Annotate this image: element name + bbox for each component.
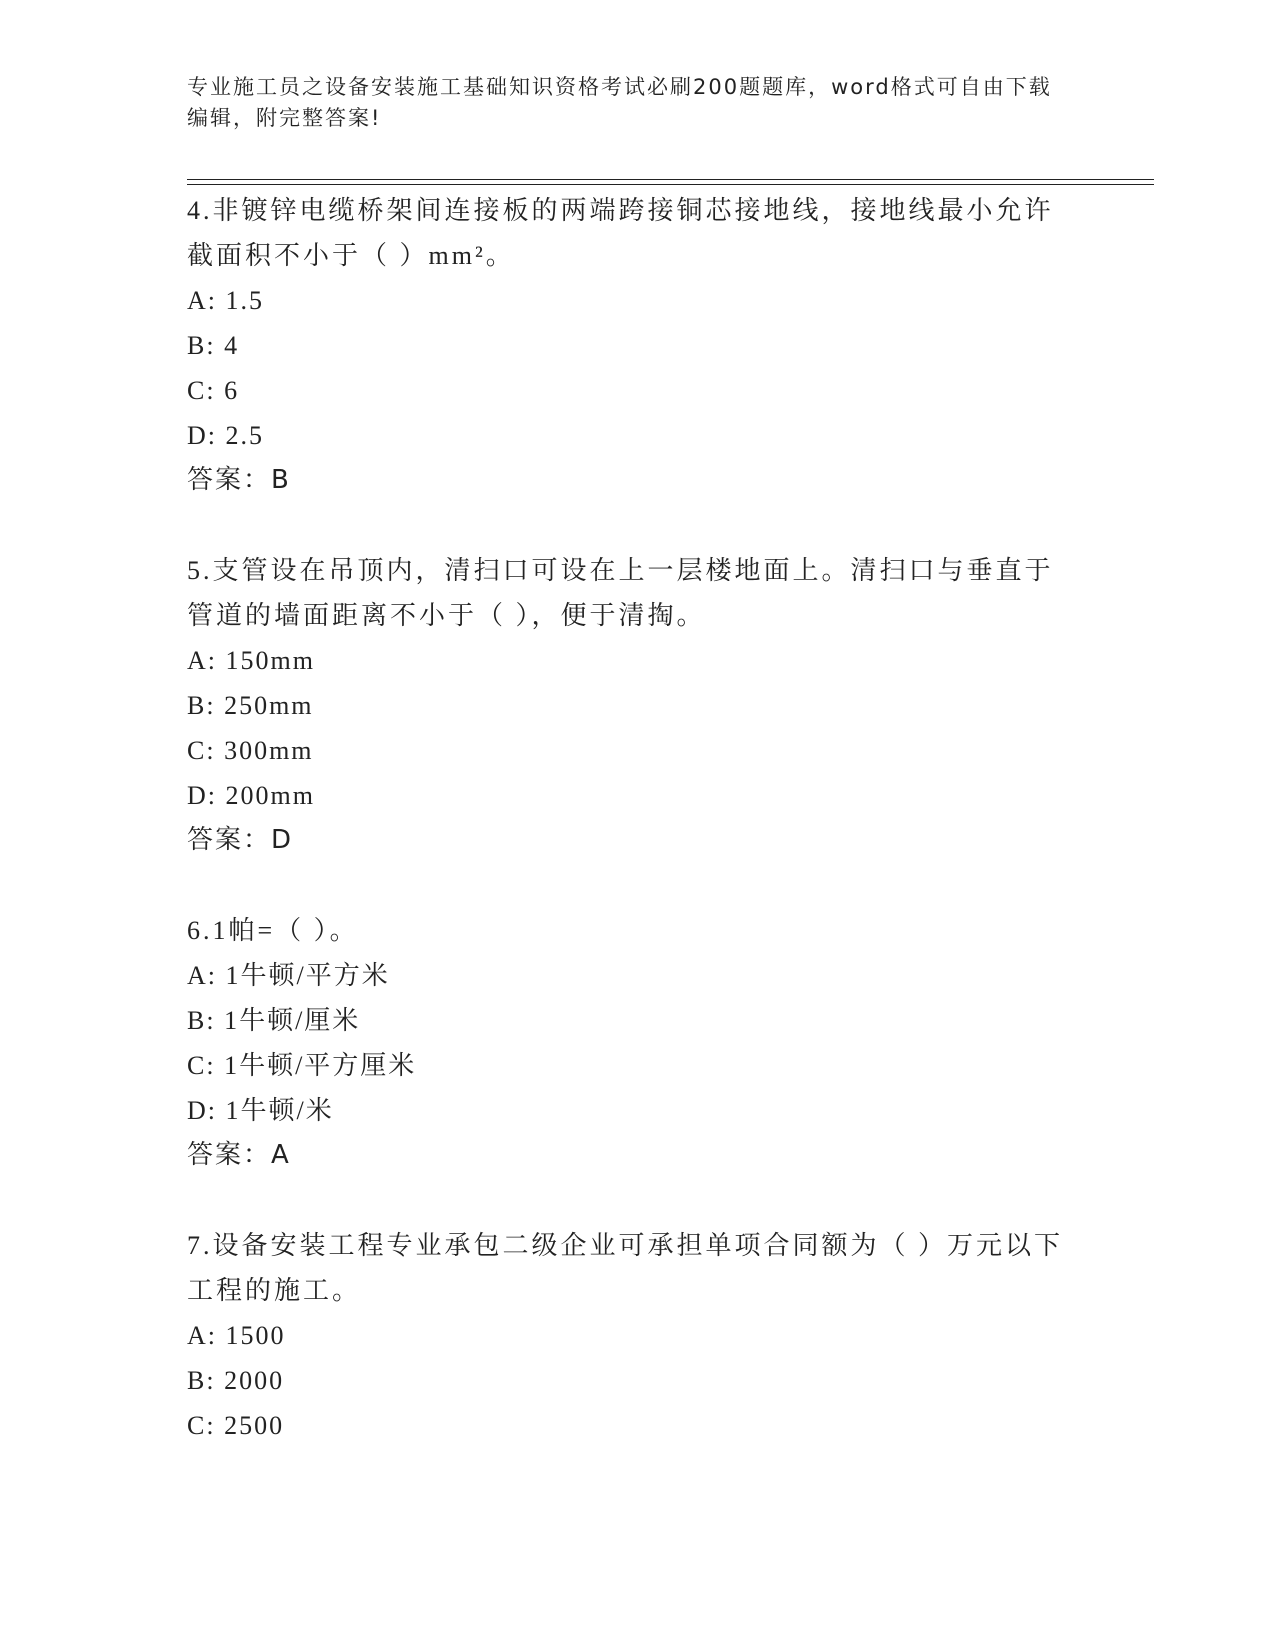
option-d: D: 200mm (187, 781, 315, 810)
question-5 (187, 548, 1067, 863)
option-b: B: 250mm (187, 691, 314, 720)
option-a: A: 1500 (187, 1321, 286, 1350)
option-a: A: 1牛顿/平方米 (187, 961, 390, 990)
option-c: C: 1牛顿/平方厘米 (187, 1051, 417, 1080)
option-b: B: 4 (187, 331, 240, 360)
answer-label: 答案：D (187, 825, 294, 855)
question-stem: 4.非镀锌电缆桥架间连接板的两端跨接铜芯接地线，接地线最小允许截面积不小于（ ）mm²。 (187, 196, 1054, 270)
question-stem: 7.设备安装工程专业承包二级企业可承担单项合同额为（ ）万元以下工程的施工。 (187, 1231, 1064, 1305)
header-divider-top (187, 179, 1154, 180)
option-b: B: 1牛顿/厘米 (187, 1006, 361, 1035)
option-d: D: 1牛顿/米 (187, 1096, 334, 1125)
document-header: 专业施工员之设备安装施工基础知识资格考试必刷200题题库，word格式可自由下载编辑，附完整答案! (187, 75, 1052, 130)
option-a: A: 150mm (187, 646, 315, 675)
question-stem: 5.支管设在吊顶内，清扫口可设在上一层楼地面上。清扫口与垂直于管道的墙面距离不小于（ ），便于清掏。 (187, 556, 1054, 630)
answer-label: 答案：A (187, 1140, 291, 1170)
option-d: D: 2.5 (187, 421, 264, 450)
option-c: C: 300mm (187, 736, 314, 765)
question-6 (187, 908, 1067, 1178)
header-divider-bottom (187, 184, 1154, 185)
question-stem: 6.1帕=（ ）。 (187, 916, 359, 945)
option-c: C: 6 (187, 376, 240, 405)
option-c: C: 2500 (187, 1411, 285, 1440)
question-4 (187, 188, 1067, 503)
question-7 (187, 1223, 1067, 1448)
option-a: A: 1.5 (187, 286, 264, 315)
answer-label: 答案：B (187, 465, 291, 495)
option-b: B: 2000 (187, 1366, 285, 1395)
